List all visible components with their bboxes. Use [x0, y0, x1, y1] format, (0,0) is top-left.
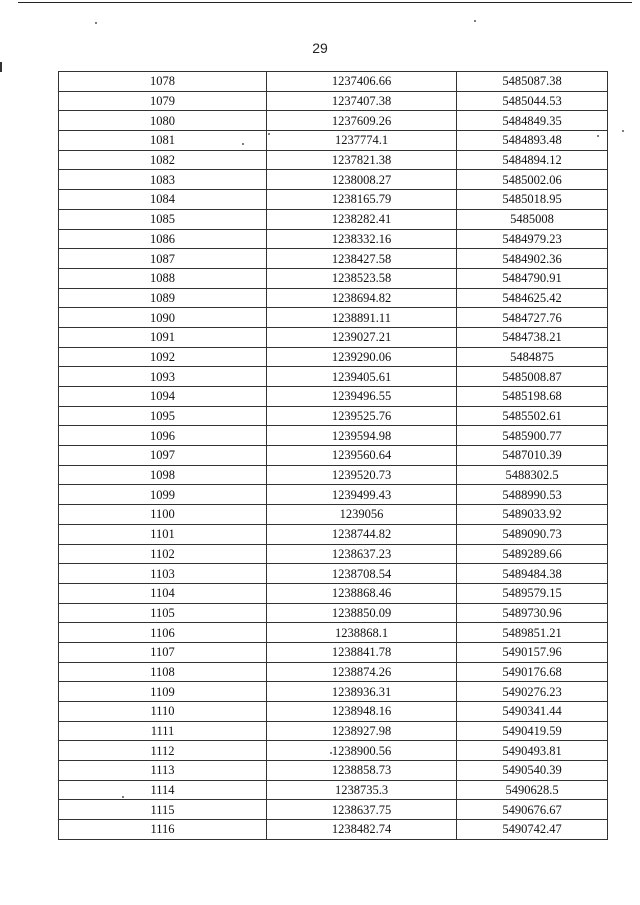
point-number-cell: 1094	[59, 387, 267, 407]
point-number-cell: 1095	[59, 406, 267, 426]
point-number-cell: 1105	[59, 603, 267, 623]
x-coordinate-cell: 1238850.09	[267, 603, 457, 623]
x-coordinate-cell: 1238165.79	[267, 190, 457, 210]
scan-margin-mark	[0, 62, 2, 72]
table-row	[59, 603, 608, 623]
point-number-cell: 1080	[59, 111, 267, 131]
point-number-cell: 1078	[59, 72, 267, 92]
y-coordinate-cell: 5490341.44	[457, 702, 608, 722]
table-row	[59, 406, 608, 426]
point-number-cell: 1109	[59, 682, 267, 702]
x-coordinate-cell: 1237774.1	[267, 131, 457, 151]
table-row	[59, 662, 608, 682]
y-coordinate-cell: 5484738.21	[457, 327, 608, 347]
table-row	[59, 209, 608, 229]
table-row	[59, 308, 608, 328]
x-coordinate-cell: 1238744.82	[267, 524, 457, 544]
x-coordinate-cell: 1239056	[267, 505, 457, 525]
table-row	[59, 229, 608, 249]
x-coordinate-cell: 1238008.27	[267, 170, 457, 190]
x-coordinate-cell: 1239496.55	[267, 387, 457, 407]
y-coordinate-cell: 5490676.67	[457, 800, 608, 820]
x-coordinate-cell: 1237406.66	[267, 72, 457, 92]
table-row	[59, 367, 608, 387]
table-row	[59, 268, 608, 288]
point-number-cell: 1089	[59, 288, 267, 308]
table-row	[59, 170, 608, 190]
x-coordinate-cell: 1238708.54	[267, 564, 457, 584]
x-coordinate-cell: 1239520.73	[267, 465, 457, 485]
y-coordinate-cell: 5484790.91	[457, 268, 608, 288]
table-row	[59, 761, 608, 781]
point-number-cell: 1088	[59, 268, 267, 288]
y-coordinate-cell: 5490176.68	[457, 662, 608, 682]
point-number-cell: 1113	[59, 761, 267, 781]
x-coordinate-cell: 1239290.06	[267, 347, 457, 367]
x-coordinate-cell: 1238735.3	[267, 780, 457, 800]
y-coordinate-cell: 5487010.39	[457, 446, 608, 466]
point-number-cell: 1098	[59, 465, 267, 485]
table-row	[59, 505, 608, 525]
y-coordinate-cell: 5485002.06	[457, 170, 608, 190]
y-coordinate-cell: 5485044.53	[457, 91, 608, 111]
x-coordinate-cell: 1238694.82	[267, 288, 457, 308]
x-coordinate-cell: 1239525.76	[267, 406, 457, 426]
y-coordinate-cell: 5488990.53	[457, 485, 608, 505]
table-row	[59, 446, 608, 466]
table-row	[59, 485, 608, 505]
y-coordinate-cell: 5489289.66	[457, 544, 608, 564]
y-coordinate-cell: 5484727.76	[457, 308, 608, 328]
x-coordinate-cell: 1238868.1	[267, 623, 457, 643]
table-row	[59, 820, 608, 840]
y-coordinate-cell: 5484875	[457, 347, 608, 367]
table-row	[59, 642, 608, 662]
x-coordinate-cell: 1237821.38	[267, 150, 457, 170]
table-row	[59, 111, 608, 131]
point-number-cell: 1116	[59, 820, 267, 840]
table-row	[59, 190, 608, 210]
table-row	[59, 465, 608, 485]
y-coordinate-cell: 5485018.95	[457, 190, 608, 210]
y-coordinate-cell: 5484894.12	[457, 150, 608, 170]
x-coordinate-cell: 1238858.73	[267, 761, 457, 781]
x-coordinate-cell: 1239499.43	[267, 485, 457, 505]
point-number-cell: 1090	[59, 308, 267, 328]
y-coordinate-cell: 5484625.42	[457, 288, 608, 308]
point-number-cell: 1092	[59, 347, 267, 367]
y-coordinate-cell: 5490742.47	[457, 820, 608, 840]
scan-speck	[95, 22, 97, 24]
table-row	[59, 249, 608, 269]
point-number-cell: 1104	[59, 583, 267, 603]
x-coordinate-cell: 1238482.74	[267, 820, 457, 840]
page-number: 29	[312, 40, 328, 56]
table-row	[59, 583, 608, 603]
y-coordinate-cell: 5485087.38	[457, 72, 608, 92]
point-number-cell: 1106	[59, 623, 267, 643]
table-row	[59, 426, 608, 446]
y-coordinate-cell: 5490540.39	[457, 761, 608, 781]
point-number-cell: 1087	[59, 249, 267, 269]
x-coordinate-cell: 1238936.31	[267, 682, 457, 702]
point-number-cell: 1110	[59, 702, 267, 722]
x-coordinate-cell: 1239560.64	[267, 446, 457, 466]
point-number-cell: 1097	[59, 446, 267, 466]
x-coordinate-cell: 1238282.41	[267, 209, 457, 229]
table-row	[59, 623, 608, 643]
coordinates-table-body	[59, 72, 608, 840]
scan-speck	[474, 20, 476, 22]
y-coordinate-cell: 5484902.36	[457, 249, 608, 269]
table-row	[59, 387, 608, 407]
table-row	[59, 524, 608, 544]
point-number-cell: 1114	[59, 780, 267, 800]
point-number-cell: 1099	[59, 485, 267, 505]
y-coordinate-cell: 5484849.35	[457, 111, 608, 131]
point-number-cell: 1083	[59, 170, 267, 190]
point-number-cell: 1085	[59, 209, 267, 229]
point-number-cell: 1107	[59, 642, 267, 662]
y-coordinate-cell: 5485198.68	[457, 387, 608, 407]
point-number-cell: 1103	[59, 564, 267, 584]
table-row	[59, 347, 608, 367]
y-coordinate-cell: 5490157.96	[457, 642, 608, 662]
table-row	[59, 780, 608, 800]
point-number-cell: 1102	[59, 544, 267, 564]
y-coordinate-cell: 5489484.38	[457, 564, 608, 584]
y-coordinate-cell: 5485008.87	[457, 367, 608, 387]
y-coordinate-cell: 5489579.15	[457, 583, 608, 603]
x-coordinate-cell: 1239594.98	[267, 426, 457, 446]
x-coordinate-cell: 1238874.26	[267, 662, 457, 682]
x-coordinate-cell: 1238891.11	[267, 308, 457, 328]
x-coordinate-cell: 1238332.16	[267, 229, 457, 249]
y-coordinate-cell: 5490419.59	[457, 721, 608, 741]
table-row	[59, 682, 608, 702]
table-row	[59, 741, 608, 761]
x-coordinate-cell: 1238427.58	[267, 249, 457, 269]
y-coordinate-cell: 5489090.73	[457, 524, 608, 544]
point-number-cell: 1096	[59, 426, 267, 446]
table-row	[59, 721, 608, 741]
y-coordinate-cell: 5490628.5	[457, 780, 608, 800]
point-number-cell: 1091	[59, 327, 267, 347]
point-number-cell: 1112	[59, 741, 267, 761]
y-coordinate-cell: 5485502.61	[457, 406, 608, 426]
point-number-cell: 1100	[59, 505, 267, 525]
table-row	[59, 800, 608, 820]
x-coordinate-cell: 1239027.21	[267, 327, 457, 347]
point-number-cell: 1079	[59, 91, 267, 111]
table-row	[59, 131, 608, 151]
y-coordinate-cell: 5484979.23	[457, 229, 608, 249]
point-number-cell: 1101	[59, 524, 267, 544]
point-number-cell: 1115	[59, 800, 267, 820]
x-coordinate-cell: 1239405.61	[267, 367, 457, 387]
x-coordinate-cell: 1238637.75	[267, 800, 457, 820]
table-row	[59, 288, 608, 308]
x-coordinate-cell: 1238927.98	[267, 721, 457, 741]
table-row	[59, 91, 608, 111]
y-coordinate-cell: 5490276.23	[457, 682, 608, 702]
x-coordinate-cell: 1238637.23	[267, 544, 457, 564]
coordinates-table	[58, 71, 608, 840]
x-coordinate-cell: 1238900.56	[267, 741, 457, 761]
y-coordinate-cell: 5489033.92	[457, 505, 608, 525]
x-coordinate-cell: 1237407.38	[267, 91, 457, 111]
table-row	[59, 544, 608, 564]
y-coordinate-cell: 5489730.96	[457, 603, 608, 623]
table-row	[59, 150, 608, 170]
point-number-cell: 1081	[59, 131, 267, 151]
y-coordinate-cell: 5484893.48	[457, 131, 608, 151]
x-coordinate-cell: 1237609.26	[267, 111, 457, 131]
table-row	[59, 564, 608, 584]
point-number-cell: 1084	[59, 190, 267, 210]
point-number-cell: 1093	[59, 367, 267, 387]
page-top-rule	[18, 2, 632, 3]
point-number-cell: 1111	[59, 721, 267, 741]
y-coordinate-cell: 5485008	[457, 209, 608, 229]
x-coordinate-cell: 1238868.46	[267, 583, 457, 603]
table-row	[59, 327, 608, 347]
point-number-cell: 1086	[59, 229, 267, 249]
x-coordinate-cell: 1238948.16	[267, 702, 457, 722]
table-row	[59, 702, 608, 722]
point-number-cell: 1082	[59, 150, 267, 170]
y-coordinate-cell: 5485900.77	[457, 426, 608, 446]
y-coordinate-cell: 5489851.21	[457, 623, 608, 643]
scan-speck	[622, 130, 624, 132]
x-coordinate-cell: 1238523.58	[267, 268, 457, 288]
y-coordinate-cell: 5488302.5	[457, 465, 608, 485]
y-coordinate-cell: 5490493.81	[457, 741, 608, 761]
x-coordinate-cell: 1238841.78	[267, 642, 457, 662]
point-number-cell: 1108	[59, 662, 267, 682]
table-row	[59, 72, 608, 92]
